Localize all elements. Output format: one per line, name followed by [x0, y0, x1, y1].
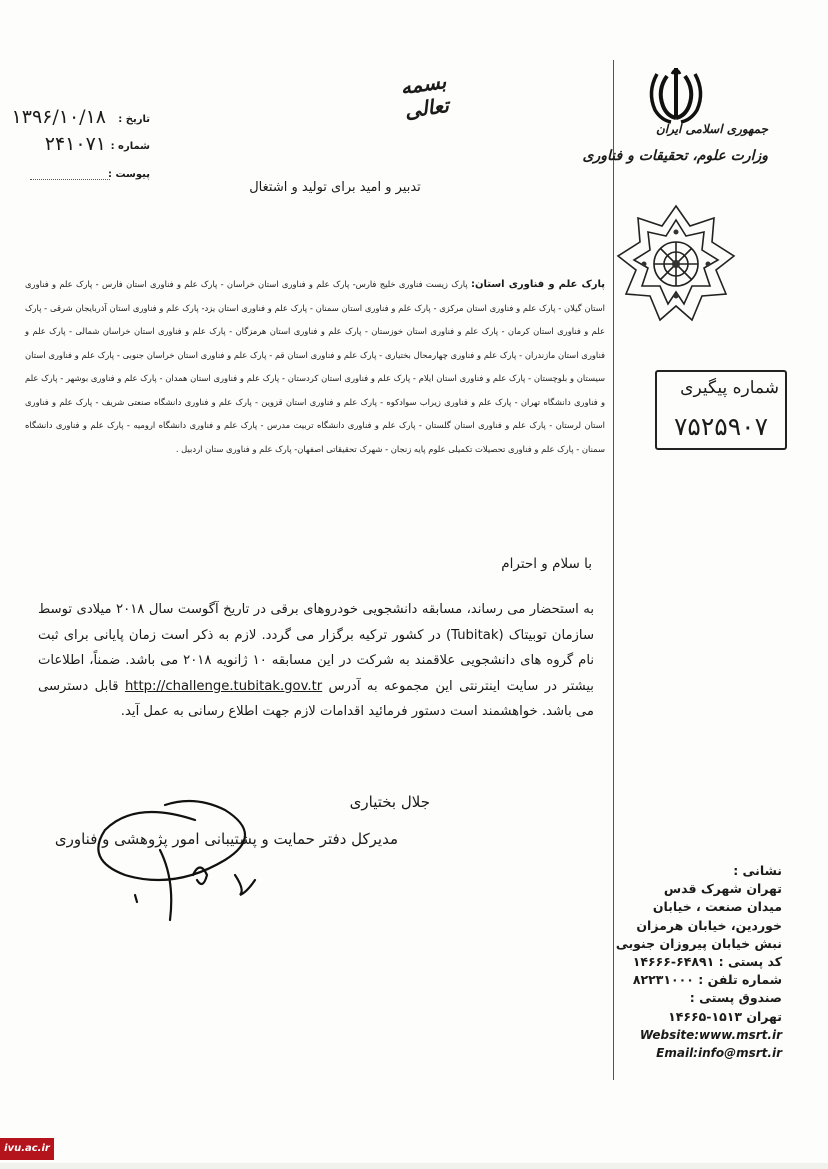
- date-label: تاریخ :: [118, 114, 150, 125]
- date-row: [11, 106, 150, 130]
- address-heading: نشانی :: [733, 863, 782, 878]
- signatory-name: جلال بختیاری: [349, 793, 430, 811]
- address-line-2: میدان صنعت ، خیابان: [652, 899, 782, 915]
- iran-emblem-icon: [645, 62, 707, 124]
- address-line-1: تهران شهرک قدس: [663, 881, 782, 897]
- phone-number: شماره تلفن : ۸۲۲۳۱۰۰۰: [632, 972, 782, 988]
- body-text-part-1: به استحضار می رساند، مسابقه دانشجویی خودروهای برقی در تاریخ آگوست سال ۲۰۱۸ میلادی توسط سازمان توبیتاک (Tubitak) در کشور ترکیه برگزار می گردد. لازم به ذکر است زمان پایانی برای ثبت نام گروه های دانشجویی علاقمند به شرکت در این مسابقه ۱۰ ژانویه ۲۰۱۸ می باشد. ضمناً، اطلاعات بیشتر در سایت اینترنتی این مجموعه به آدرس: [38, 602, 595, 694]
- postal-code: کد پستی : ۶۴۸۹۱-۱۴۶۶۶: [632, 954, 782, 970]
- addressees-heading: پارک علم و فناوری استان:: [470, 279, 605, 290]
- address-line-4: نبش خیابان پیروزان جنوبی: [615, 935, 782, 951]
- attachment-dots: [30, 179, 110, 180]
- challenge-url-link[interactable]: http://challenge.tubitak.gov.tr: [124, 678, 323, 694]
- source-badge: ivu.ac.ir: [0, 1138, 54, 1160]
- address-line-3: خوردین، خیابان هرمزان: [636, 917, 782, 933]
- attachment-label: پیوست :: [107, 169, 150, 180]
- date-value: ۱۳۹۶/۱۰/۱۸: [11, 106, 106, 128]
- pobox-label: صندوق پستی :: [689, 990, 782, 1006]
- signatory-title: مدیرکل دفتر حمایت و پشتیبانی امور پژوهشی و فناوری: [54, 830, 398, 848]
- greeting: با سلام و احترام: [501, 556, 592, 572]
- ministry-name: وزارت علوم، تحقیقات و فناوری: [582, 148, 768, 164]
- website-link[interactable]: Website:www.msrt.ir: [639, 1027, 782, 1042]
- letter-body: [38, 597, 594, 725]
- number-row: [30, 133, 150, 157]
- attachment-row: [30, 165, 150, 185]
- republic-name: جمهوری اسلامی ایران: [655, 122, 768, 136]
- email-link[interactable]: Email:info@msrt.ir: [656, 1046, 782, 1061]
- handwritten-signature: [75, 780, 275, 930]
- body-text-part-2: قابل دسترسی می باشد. خواهشمند است دستور فرمائید اقدامات لازم جهت اطلاع رسانی به عمل آید.: [38, 678, 594, 719]
- addressees-block: [25, 273, 605, 461]
- addressees-text: پارک زیست فناوری خلیج فارس- پارک علم و فناوری استان خراسان - پارک علم و فناوری استان فارس - پارک علم و فناوری استان گیلان - پارک علم و فناوری استان مرکزی - پارک علم و فناوری استان سمنان - پارک علم و فناوری استان یزد- پارک علم و فناوری استان آذربایجان شرقی - پارک علم و فناوری استان کرمان - پارک علم و فناوری استان خوزستان - پارک علم و فناوری استان هرمزگان - پارک علم و فناوری استان خراسان شمالی - پارک علم و فناوری استان مازندران - پارک علم و فناوری چهارمحال بختیاری - پارک علم و فناوری استان قم - پارک علم و فناوری استان خراسان جنوبی - پارک علم و فناوری استان سیستان و بلوچستان - پارک علم و فناوری استان ایلام - پارک علم و فناوری استان کردستان - پارک علم و فناوری استان همدان - پارک علم و فناوری بوشهر - پارک علم و فناوری دانشگاه تهران - پارک علم و فناوری زیراب سوادکوه - پارک علم و فناوری استان قزوین - پارک علم و فناوری دانشگاه صنعتی شریف - پارک علم و فناوری استان لرستان - پارک علم و فناوری استان گلستان - پارک علم و فناوری دانشگاه تربیت مدرس - پارک علم و فناوری دانشگاه ارومیه - پارک علم و فناوری دانشگاه سمنان - پارک علم و فناوری تحصیلات تکمیلی علوم پایه زنجان - شهرک تحقیقاتی اصفهان- پارک علم و فناوری ستان اردبیل .: [25, 279, 605, 454]
- bismillah-heading: بسمه تعالی: [399, 69, 451, 123]
- tracking-number-box: [655, 370, 787, 450]
- ministry-address: [582, 862, 782, 1062]
- number-label: شماره :: [110, 141, 150, 152]
- pobox-value: تهران ۱۵۱۳-۱۴۶۶۵: [668, 1008, 782, 1024]
- slogan: تدبیر و امید برای تولید و اشتغال: [249, 180, 421, 195]
- islamic-ornament-icon: [616, 204, 736, 328]
- number-value: ۲۴۱۰۷۱: [44, 133, 106, 155]
- tracking-label: شماره پیگیری: [680, 378, 779, 398]
- tracking-number: ۷۵۲۵۹۰۷: [674, 412, 768, 441]
- scan-edge: [0, 1163, 828, 1169]
